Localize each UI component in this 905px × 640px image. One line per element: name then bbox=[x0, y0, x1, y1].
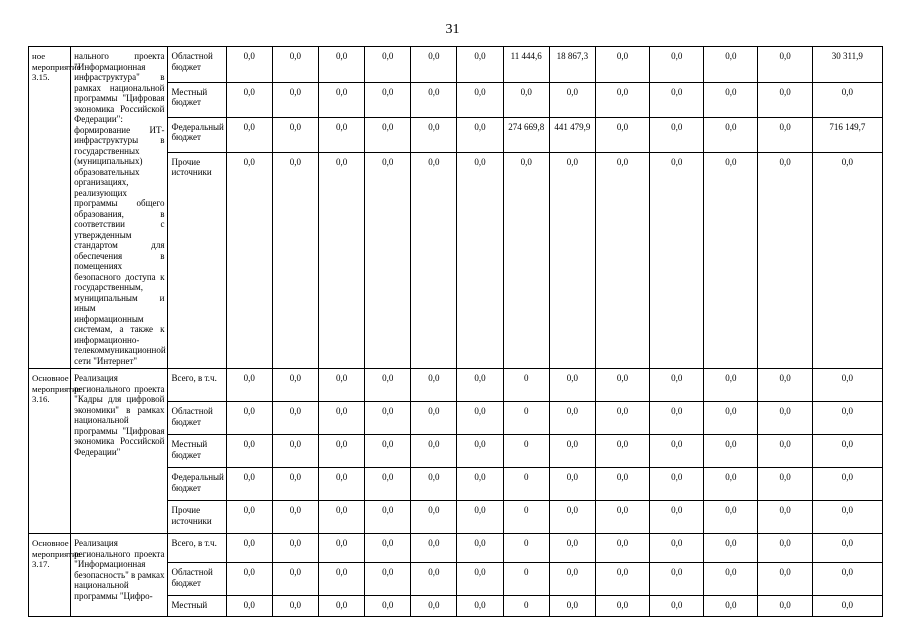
value-cell: 0,0 bbox=[650, 596, 704, 617]
value-cell: 0,0 bbox=[704, 563, 758, 596]
value-cell: 0,0 bbox=[650, 563, 704, 596]
table-row bbox=[29, 369, 883, 402]
value-cell: 0,0 bbox=[457, 435, 503, 468]
value-cell: 0,0 bbox=[704, 435, 758, 468]
value-cell: 0,0 bbox=[650, 152, 704, 368]
value-cell: 0,0 bbox=[758, 152, 812, 368]
value-cell: 0,0 bbox=[549, 534, 595, 563]
value-cell: 0,0 bbox=[812, 152, 882, 368]
value-cell: 0,0 bbox=[650, 369, 704, 402]
value-cell: 0,0 bbox=[411, 402, 457, 435]
measure-description-cell: нального проекта "Информационная инфраструктура" в рамках национальной программы "Цифровая экономика Российской Федерации": формирование ИТ-инфраструктуры в государственных (муниципальных) образовательных организациях, реализующих программы общего образования, в соответствии с утвержденным стандартом для обеспечения в помещениях безопасного доступа к государственным, муниципальным и иным информационным системам, а также к информационно-телекоммуникационной сети "Интернет" bbox=[71, 47, 168, 369]
value-cell: 274 669,8 bbox=[503, 117, 549, 152]
value-cell: 0,0 bbox=[272, 402, 318, 435]
value-cell: 0,0 bbox=[365, 501, 411, 534]
value-cell: 0,0 bbox=[457, 369, 503, 402]
value-cell: 0,0 bbox=[226, 468, 272, 501]
funding-source-cell: Федеральный бюджет bbox=[168, 117, 226, 152]
value-cell: 0,0 bbox=[272, 117, 318, 152]
value-cell: 0,0 bbox=[272, 369, 318, 402]
value-cell: 0,0 bbox=[365, 534, 411, 563]
measure-id-cell: Основное мероприятие 3.16. bbox=[29, 369, 71, 534]
value-cell: 0,0 bbox=[272, 152, 318, 368]
value-cell: 0,0 bbox=[457, 152, 503, 368]
value-cell: 0,0 bbox=[226, 563, 272, 596]
value-cell: 0,0 bbox=[272, 563, 318, 596]
value-cell: 0,0 bbox=[704, 468, 758, 501]
value-cell: 0 bbox=[503, 468, 549, 501]
value-cell: 0,0 bbox=[758, 596, 812, 617]
value-cell: 0,0 bbox=[503, 152, 549, 368]
value-cell: 0,0 bbox=[226, 82, 272, 117]
value-cell: 0,0 bbox=[595, 468, 649, 501]
value-cell: 0,0 bbox=[650, 117, 704, 152]
value-cell: 0,0 bbox=[549, 152, 595, 368]
value-cell: 0,0 bbox=[704, 47, 758, 83]
funding-source-cell: Местный бюджет bbox=[168, 435, 226, 468]
value-cell: 0,0 bbox=[226, 369, 272, 402]
value-cell: 0,0 bbox=[457, 468, 503, 501]
measure-description-cell: Реализация регионального проекта "Информационная безопасность" в рамках национальной программы "Цифро- bbox=[71, 534, 168, 617]
value-cell: 0,0 bbox=[549, 82, 595, 117]
value-cell: 0,0 bbox=[226, 152, 272, 368]
table-row bbox=[29, 534, 883, 563]
value-cell: 0,0 bbox=[812, 596, 882, 617]
measure-description-cell: Реализация регионального проекта "Кадры для цифровой экономики" в рамках национальной программы "Цифровая экономика Российской Федерации" bbox=[71, 369, 168, 534]
value-cell: 0,0 bbox=[365, 369, 411, 402]
value-cell: 0,0 bbox=[411, 82, 457, 117]
value-cell: 0,0 bbox=[595, 596, 649, 617]
value-cell: 0,0 bbox=[650, 468, 704, 501]
value-cell: 0,0 bbox=[318, 468, 364, 501]
value-cell: 0,0 bbox=[365, 47, 411, 83]
value-cell: 0,0 bbox=[704, 402, 758, 435]
value-cell: 0,0 bbox=[650, 435, 704, 468]
value-cell: 0,0 bbox=[595, 402, 649, 435]
value-cell: 0,0 bbox=[318, 563, 364, 596]
value-cell: 0,0 bbox=[318, 596, 364, 617]
value-cell: 0,0 bbox=[595, 47, 649, 83]
value-cell: 0,0 bbox=[411, 369, 457, 402]
value-cell: 11 444,6 bbox=[503, 47, 549, 83]
funding-source-cell: Местный bbox=[168, 596, 226, 617]
value-cell: 0,0 bbox=[704, 82, 758, 117]
value-cell: 0,0 bbox=[318, 369, 364, 402]
value-cell: 0,0 bbox=[457, 47, 503, 83]
value-cell: 0,0 bbox=[549, 468, 595, 501]
value-cell: 0,0 bbox=[318, 435, 364, 468]
value-cell: 0,0 bbox=[226, 596, 272, 617]
value-cell: 0 bbox=[503, 369, 549, 402]
value-cell: 0,0 bbox=[226, 402, 272, 435]
value-cell: 0,0 bbox=[549, 563, 595, 596]
value-cell: 18 867,3 bbox=[549, 47, 595, 83]
value-cell: 0,0 bbox=[650, 501, 704, 534]
value-cell: 0,0 bbox=[812, 534, 882, 563]
value-cell: 0,0 bbox=[365, 117, 411, 152]
value-cell: 0 bbox=[503, 435, 549, 468]
value-cell: 0,0 bbox=[758, 369, 812, 402]
measure-id-cell: Основное мероприятие 3.17. bbox=[29, 534, 71, 617]
value-cell: 0,0 bbox=[812, 468, 882, 501]
value-cell: 0,0 bbox=[758, 563, 812, 596]
value-cell: 0,0 bbox=[758, 534, 812, 563]
value-cell: 0,0 bbox=[318, 82, 364, 117]
value-cell: 0,0 bbox=[226, 117, 272, 152]
value-cell: 0,0 bbox=[549, 596, 595, 617]
measure-id-cell: ное мероприятие 3.15. bbox=[29, 47, 71, 369]
value-cell: 0,0 bbox=[411, 152, 457, 368]
value-cell: 0,0 bbox=[812, 402, 882, 435]
value-cell: 0,0 bbox=[272, 47, 318, 83]
value-cell: 0,0 bbox=[365, 596, 411, 617]
value-cell: 0,0 bbox=[318, 501, 364, 534]
value-cell: 0,0 bbox=[812, 82, 882, 117]
value-cell: 0,0 bbox=[650, 82, 704, 117]
value-cell: 0,0 bbox=[549, 435, 595, 468]
value-cell: 0,0 bbox=[411, 501, 457, 534]
value-cell: 0,0 bbox=[411, 468, 457, 501]
value-cell: 0,0 bbox=[365, 468, 411, 501]
value-cell: 0,0 bbox=[595, 563, 649, 596]
value-cell: 0 bbox=[503, 596, 549, 617]
value-cell: 0,0 bbox=[318, 152, 364, 368]
budget-table bbox=[28, 46, 883, 617]
value-cell: 0,0 bbox=[595, 501, 649, 534]
value-cell: 0,0 bbox=[457, 402, 503, 435]
value-cell: 0,0 bbox=[704, 596, 758, 617]
funding-source-cell: Прочие источники bbox=[168, 501, 226, 534]
value-cell: 0,0 bbox=[272, 596, 318, 617]
funding-source-cell: Областной бюджет bbox=[168, 563, 226, 596]
value-cell: 30 311,9 bbox=[812, 47, 882, 83]
value-cell: 0,0 bbox=[457, 596, 503, 617]
value-cell: 716 149,7 bbox=[812, 117, 882, 152]
value-cell: 0,0 bbox=[411, 534, 457, 563]
value-cell: 0,0 bbox=[549, 501, 595, 534]
value-cell: 0,0 bbox=[365, 402, 411, 435]
value-cell: 0,0 bbox=[365, 563, 411, 596]
value-cell: 0,0 bbox=[595, 369, 649, 402]
funding-source-cell: Всего, в т.ч. bbox=[168, 369, 226, 402]
value-cell: 0,0 bbox=[272, 534, 318, 563]
value-cell: 0,0 bbox=[704, 501, 758, 534]
value-cell: 0,0 bbox=[226, 47, 272, 83]
funding-source-cell: Федеральный бюджет bbox=[168, 468, 226, 501]
funding-source-cell: Прочие источники bbox=[168, 152, 226, 368]
funding-source-cell: Областной бюджет bbox=[168, 402, 226, 435]
value-cell: 0,0 bbox=[457, 82, 503, 117]
value-cell: 0,0 bbox=[758, 435, 812, 468]
value-cell: 0,0 bbox=[272, 501, 318, 534]
value-cell: 0,0 bbox=[272, 468, 318, 501]
value-cell: 0,0 bbox=[650, 402, 704, 435]
value-cell: 0,0 bbox=[411, 47, 457, 83]
value-cell: 0,0 bbox=[758, 117, 812, 152]
funding-source-cell: Областной бюджет bbox=[168, 47, 226, 83]
page-number: 31 bbox=[445, 22, 460, 37]
value-cell: 0,0 bbox=[549, 402, 595, 435]
funding-source-cell: Всего, в т.ч. bbox=[168, 534, 226, 563]
value-cell: 0,0 bbox=[272, 82, 318, 117]
value-cell: 0,0 bbox=[457, 534, 503, 563]
value-cell: 0 bbox=[503, 402, 549, 435]
value-cell: 0,0 bbox=[318, 117, 364, 152]
funding-source-cell: Местный бюджет bbox=[168, 82, 226, 117]
value-cell: 0,0 bbox=[758, 82, 812, 117]
value-cell: 0 bbox=[503, 534, 549, 563]
value-cell: 0,0 bbox=[650, 534, 704, 563]
value-cell: 0,0 bbox=[812, 501, 882, 534]
value-cell: 0,0 bbox=[704, 369, 758, 402]
value-cell: 0,0 bbox=[758, 501, 812, 534]
value-cell: 0,0 bbox=[411, 435, 457, 468]
value-cell: 0,0 bbox=[411, 596, 457, 617]
value-cell: 441 479,9 bbox=[549, 117, 595, 152]
value-cell: 0,0 bbox=[812, 563, 882, 596]
value-cell: 0,0 bbox=[812, 369, 882, 402]
value-cell: 0,0 bbox=[365, 152, 411, 368]
value-cell: 0,0 bbox=[704, 534, 758, 563]
value-cell: 0,0 bbox=[457, 501, 503, 534]
value-cell: 0,0 bbox=[226, 501, 272, 534]
value-cell: 0,0 bbox=[595, 117, 649, 152]
value-cell: 0,0 bbox=[503, 82, 549, 117]
value-cell: 0,0 bbox=[595, 152, 649, 368]
value-cell: 0,0 bbox=[595, 82, 649, 117]
value-cell: 0,0 bbox=[549, 369, 595, 402]
value-cell: 0,0 bbox=[812, 435, 882, 468]
value-cell: 0,0 bbox=[457, 563, 503, 596]
value-cell: 0,0 bbox=[226, 435, 272, 468]
value-cell: 0 bbox=[503, 501, 549, 534]
value-cell: 0,0 bbox=[758, 402, 812, 435]
value-cell: 0,0 bbox=[272, 435, 318, 468]
value-cell: 0,0 bbox=[704, 117, 758, 152]
value-cell: 0,0 bbox=[318, 47, 364, 83]
table-row bbox=[29, 47, 883, 83]
value-cell: 0,0 bbox=[365, 82, 411, 117]
value-cell: 0,0 bbox=[365, 435, 411, 468]
value-cell: 0,0 bbox=[411, 117, 457, 152]
value-cell: 0,0 bbox=[318, 402, 364, 435]
value-cell: 0,0 bbox=[411, 563, 457, 596]
value-cell: 0 bbox=[503, 563, 549, 596]
value-cell: 0,0 bbox=[595, 435, 649, 468]
value-cell: 0,0 bbox=[650, 47, 704, 83]
value-cell: 0,0 bbox=[595, 534, 649, 563]
value-cell: 0,0 bbox=[758, 47, 812, 83]
value-cell: 0,0 bbox=[226, 534, 272, 563]
value-cell: 0,0 bbox=[318, 534, 364, 563]
value-cell: 0,0 bbox=[457, 117, 503, 152]
value-cell: 0,0 bbox=[704, 152, 758, 368]
value-cell: 0,0 bbox=[758, 468, 812, 501]
